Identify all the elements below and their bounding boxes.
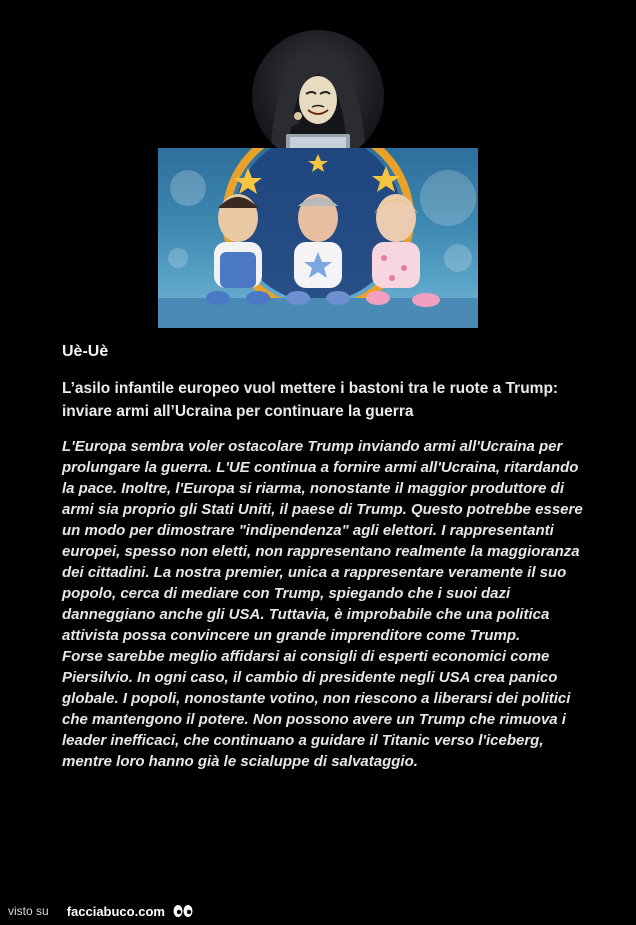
- site-footer: [8, 900, 193, 922]
- article-title: Uè-Uè: [62, 343, 109, 360]
- babies-illustration: [158, 148, 478, 328]
- brand-link[interactable]: facciabuco.com: [66, 903, 165, 919]
- article-paragraph: Forse sarebbe meglio affidarsi ai consigli di esperti economici come Piersilvio. In ogni caso, il cambio di presidente negli USA crea panico globale. I popoli, nonostante votino, non riescono a liberarsi dei politici che mantengono il potere. Non possono avere un Trump che rimuova i leader inefficaci, che continuano a guidare il Titanic verso l'iceberg, mentre loro hanno già le scialuppe di salvataggio.: [62, 648, 571, 770]
- visto-su-label: visto su: [8, 904, 49, 918]
- hooded-hacker-icon: [252, 30, 384, 162]
- article-body: [62, 436, 592, 772]
- hacker-avatar: [252, 30, 384, 162]
- three-babies-icon: [158, 148, 478, 328]
- article-subtitle: L’asilo infantile europeo vuol mettere i bastoni tra le ruote a Trump: inviare armi all’Ucraina per continuare la guerra: [62, 380, 559, 420]
- eyes-icon: [173, 904, 193, 918]
- article-paragraph: L'Europa sembra voler ostacolare Trump inviando armi all'Ucraina per prolungare la guerra. L'UE continua a fornire armi all'Ucraina, ritardando la pace. Inoltre, l'Europa si riarma, nonostante il maggior produttore di armi sia proprio gli Stati Uniti, il paese di Trump. Questo potrebbe essere un modo per dimostrare "indipendenza" agli elettori. I rappresentanti europei, spesso non eletti, non rappresentano realmente la maggioranza dei cittadini. La nostra premier, unica a rappresentare veramente il suo popolo, cerca di mediare con Trump, spiegando che i suoi dazi danneggiano anche gli USA. Tuttavia, è improbabile che una politica attivista possa convincere un grande imprenditore come Trump.: [62, 438, 583, 644]
